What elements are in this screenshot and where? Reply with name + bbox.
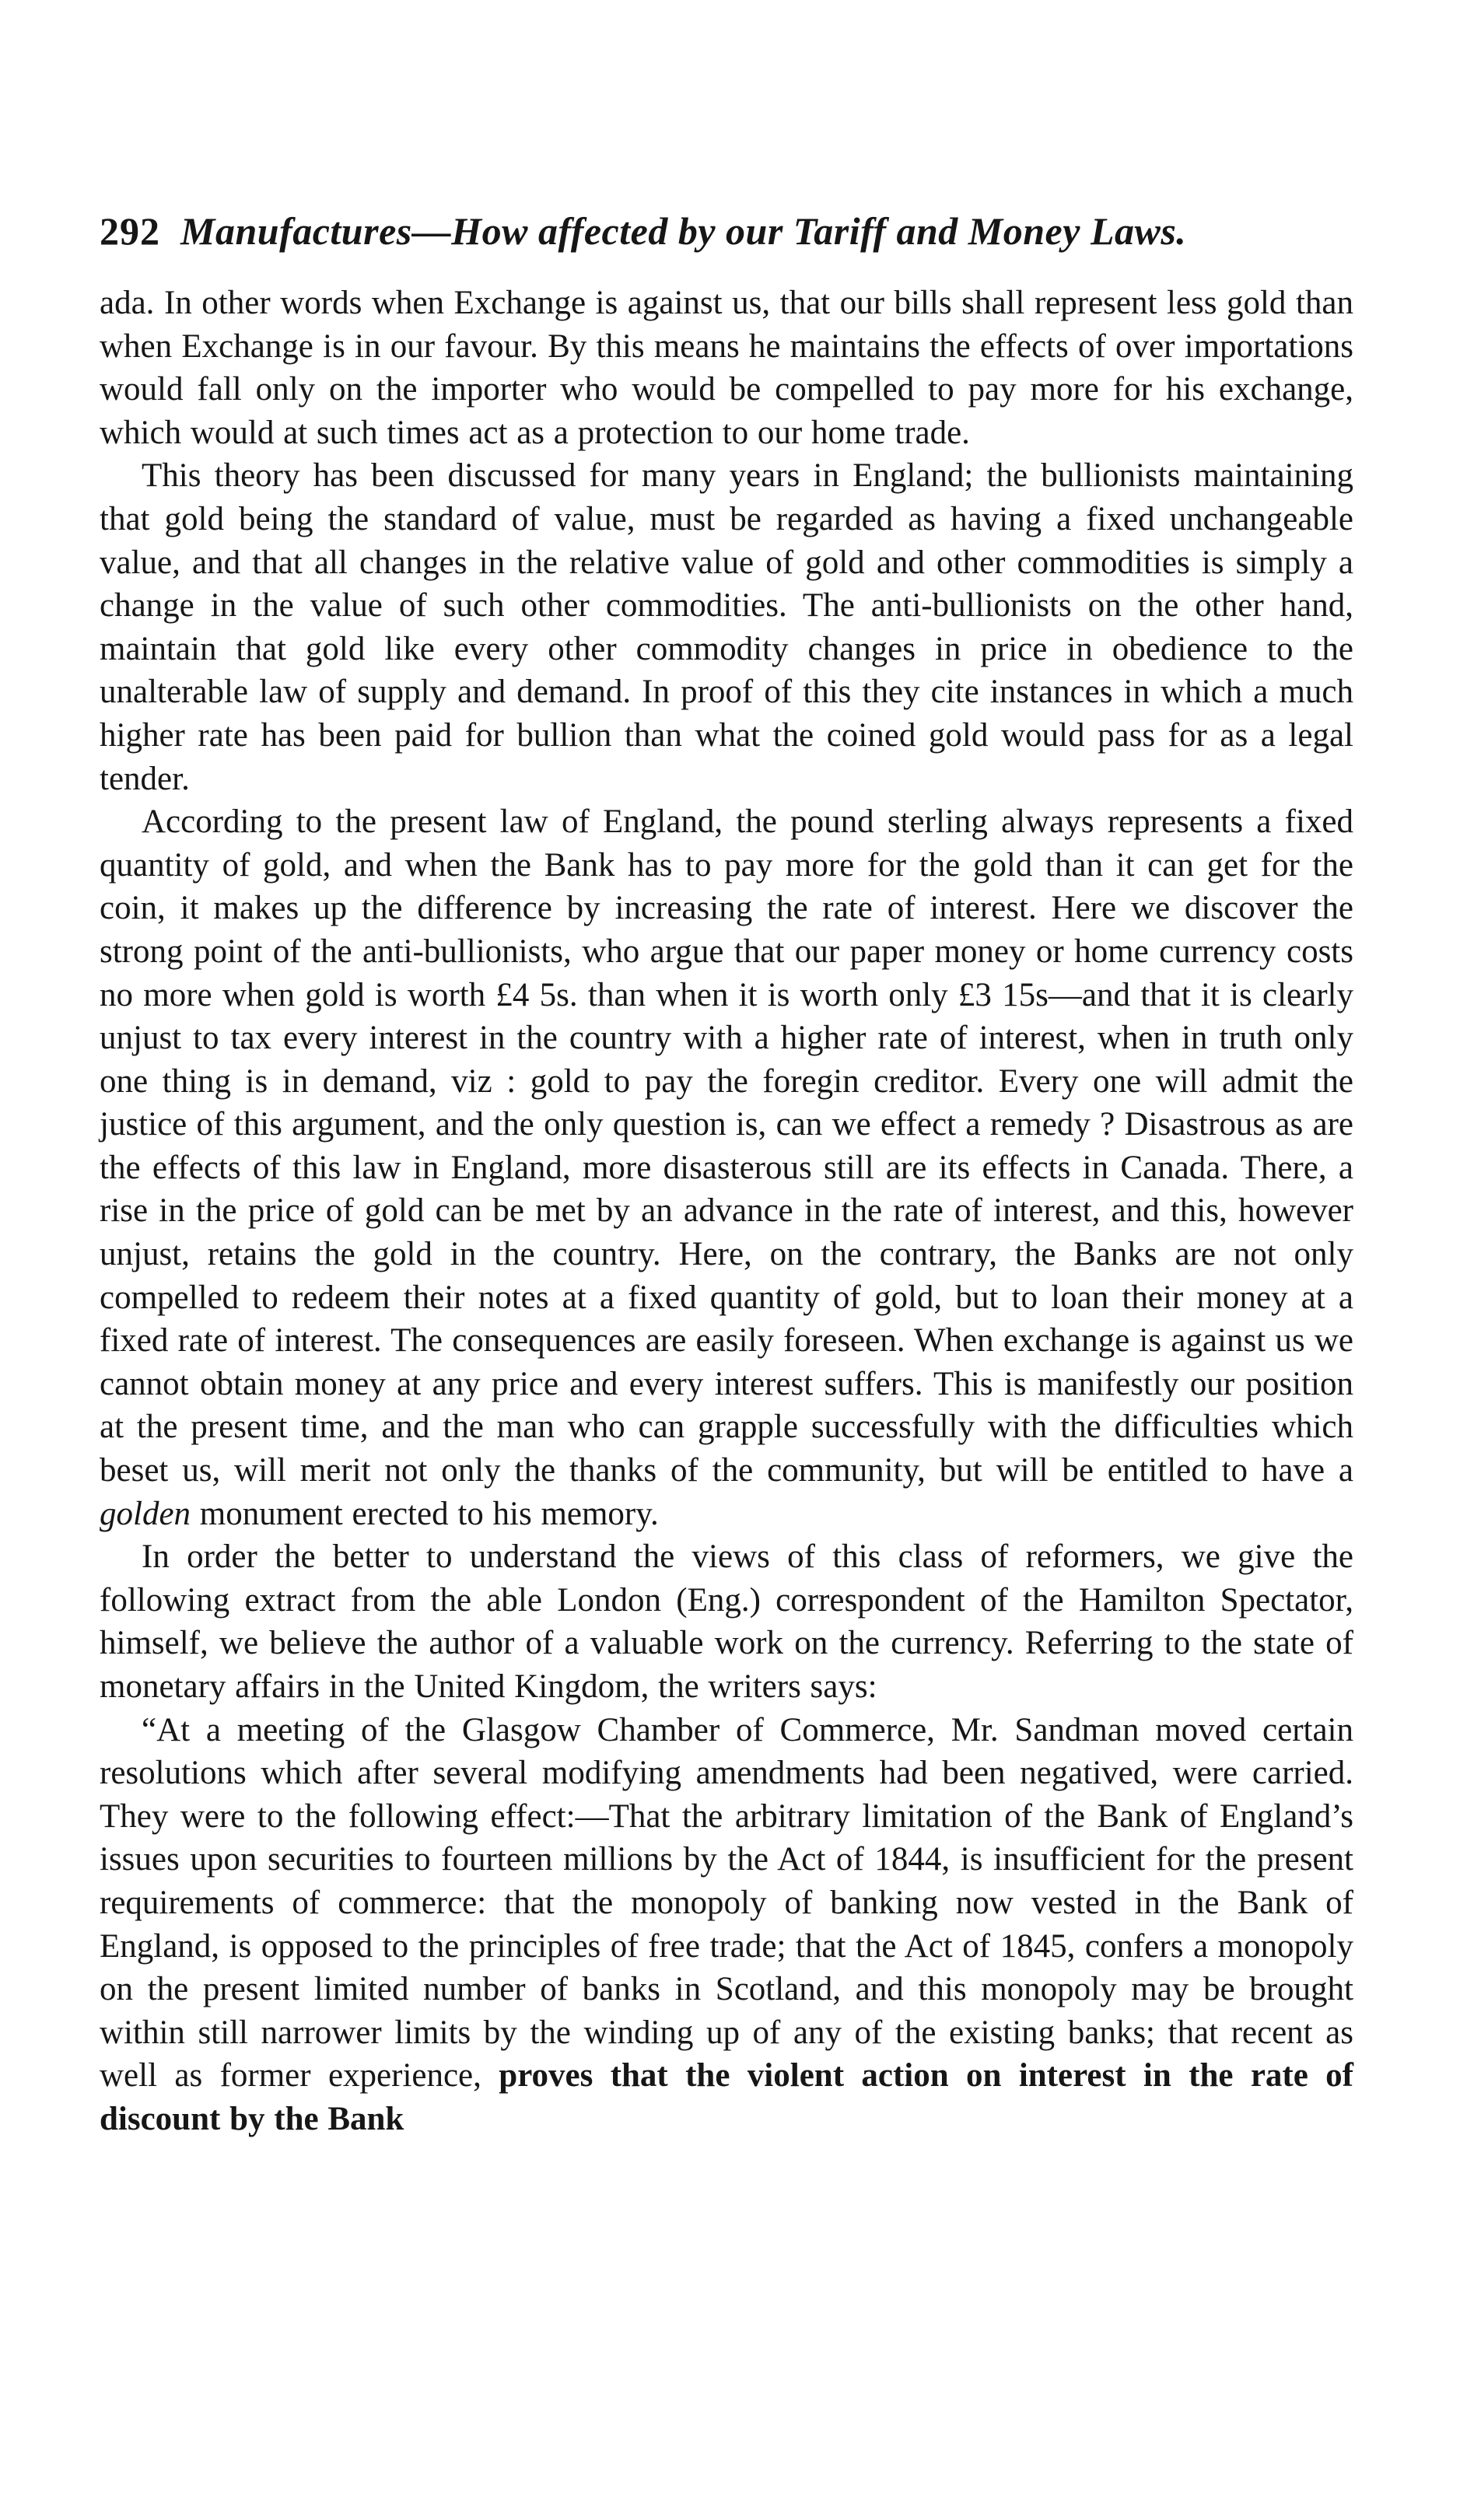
paragraph-text: According to the present law of England, the pound sterling always represents a fixed quantity of gold, and when the Bank has to pay more for the gold than it can get for the coin, it makes up the difference by increasing the rate of interest. Here we discover the strong point of the anti-bullionists, who argue that our paper money or home currency costs no more when gold is worth £4 5s. than when it is worth only £3 15s—and that it is clearly unjust to tax every interest in the country with a higher rate of interest, when in truth only one thing is in demand, viz : gold to pay the foregin creditor. Every one will admit the justice of this argument, and the only question is, can we effect a remedy ? Disastrous as are the effects of this law in England, more disasterous still are its effects in Canada. There, a rise in the price of gold can be met by an advance in the rate of interest, and this, however unjust, retains the gold in the country. Here, on the contrary, the Banks are not only compelled to redeem their notes at a fixed quantity of gold, but to loan their money at a fixed rate of interest. The consequences are easily foreseen. When exchange is against us we cannot obtain money at any price and every interest suffers. This is manifestly our position at the present time, and the man who can grapple successfully with the difficulties which beset us, will merit not only the thanks of the community, but will be entitled to have a (100, 803, 1353, 1489)
running-title: Manufactures—How affected by our Tariff and Money Laws. (180, 209, 1187, 253)
paragraph-last-line: proves that the violent action on interest in the rate of discount by the Bank (100, 2057, 1353, 2137)
page-number: 292 (100, 209, 160, 253)
page-header (100, 208, 1353, 254)
paragraph-reformers: In order the better to understand the views of this class of reformers, we give the following extract from the able London (Eng.) correspondent of the Hamilton Spectator, himself, we believe the author of a valuable work on the currency. Referring to the state of monetary affairs in the United Kingdom, the writers says: (100, 1538, 1353, 1705)
paragraph-continuation: ada. In other words when Exchange is against us, that our bills shall represent less gold than when Exchange is in our favour. By this means he maintains the effects of over importations would fall only on the importer who would be compelled to pay more for his exchange, which would at such times act as a protection to our home trade. (100, 285, 1353, 451)
book-page (100, 208, 1353, 2141)
emphasis-golden: golden (100, 1495, 191, 1532)
paragraph-law-of-england (100, 800, 1353, 1535)
paragraph-text: monument erected to his memory. (191, 1495, 659, 1532)
paragraph-quotation (100, 1709, 1353, 2141)
paragraph-bullionist-theory: This theory has been discussed for many years in England; the bullionists maintaining that gold being the standard of value, must be regarded as having a fixed unchangeable value, and that all changes in the relative value of gold and other commodities is simply a change in the value of such other commodities. The anti-bullionists on the other hand, maintain that gold like every other commodity changes in price in obedience to the unalterable law of supply and demand. In proof of this they cite instances in which a much higher rate has been paid for bullion than what the coined gold would pass for as a legal tender. (100, 457, 1353, 797)
body-text (100, 282, 1353, 2141)
paragraph-text: “At a meeting of the Glasgow Chamber of Commerce, Mr. Sandman moved certain resolutions which after several modifying amendments had been negatived, were carried. They were to the following effect:—That the arbitrary limitation of the Bank of England’s issues upon securities to fourteen millions by the Act of 1844, is insufficient for the present requirements of commerce: that the monopoly of banking now vested in the Bank of England, is opposed to the principles of free trade; that the Act of 1845, confers a monopoly on the present limited number of banks in Scotland, and this monopoly may be brought within still narrower limits by the winding up of any of the existing banks; that recent as well as former experience, (100, 1711, 1353, 2095)
